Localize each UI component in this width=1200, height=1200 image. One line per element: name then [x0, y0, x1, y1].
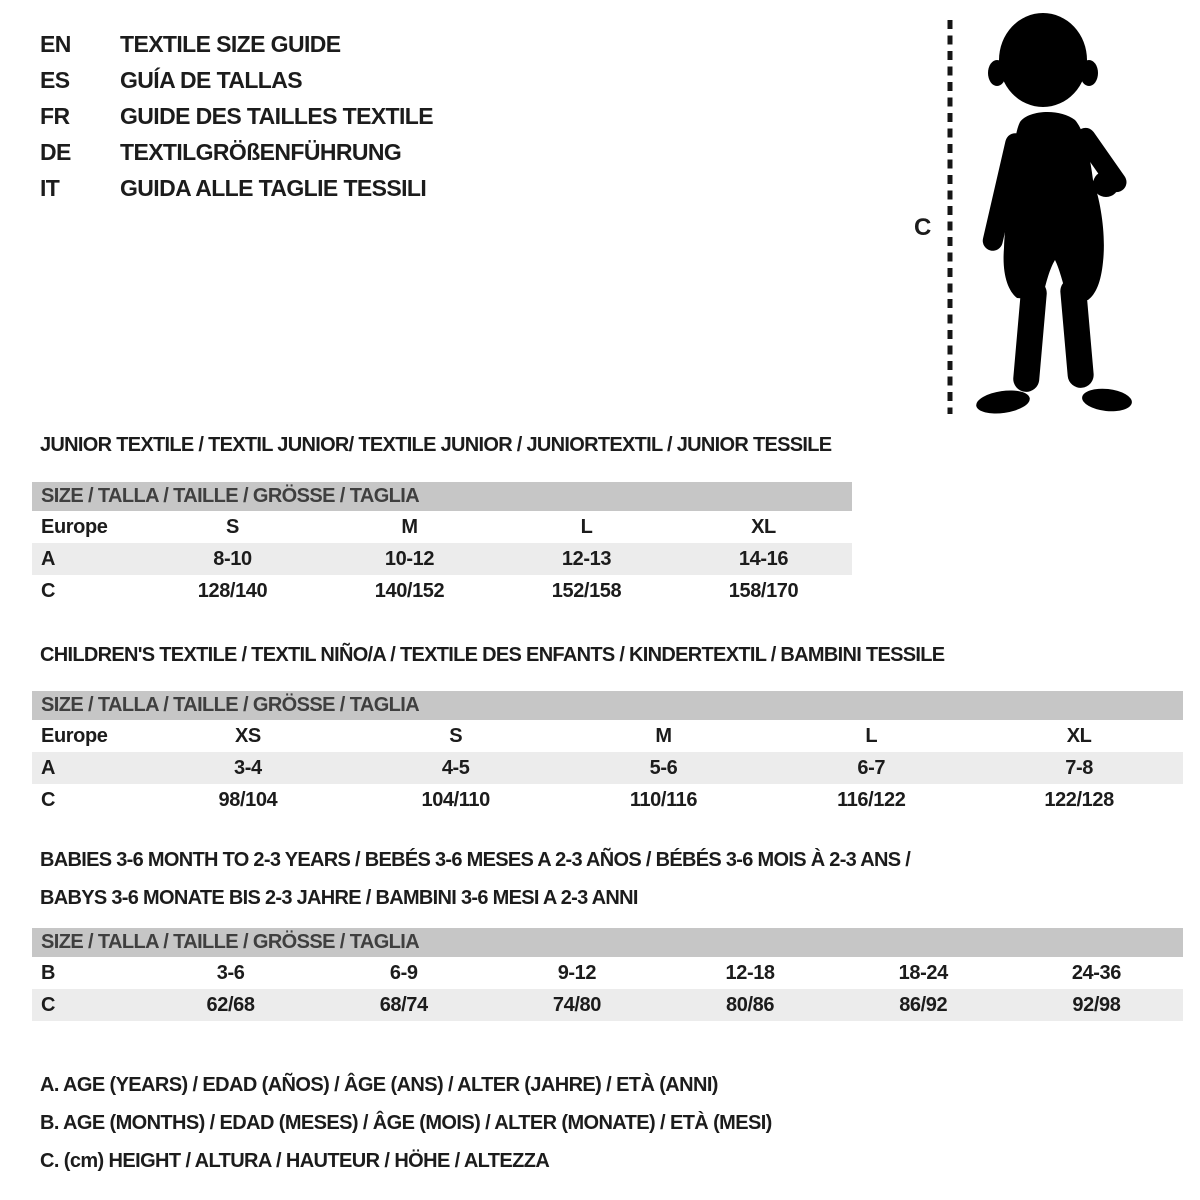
size-cell: XL: [751, 515, 776, 538]
language-row-it: [40, 170, 433, 206]
language-code: ES: [40, 66, 70, 93]
language-row-fr: [40, 98, 433, 134]
table-row-europe: [32, 511, 852, 543]
months-cell: 6-9: [389, 961, 418, 984]
language-code: FR: [40, 102, 70, 129]
guide-title-en: TEXTILE SIZE GUIDE: [120, 30, 341, 57]
guide-title-fr: GUIDE DES TAILLES TEXTILE: [120, 102, 433, 129]
height-cell: 158/170: [728, 579, 799, 602]
height-cell: 122/128: [1044, 788, 1114, 811]
height-cell: 68/74: [379, 993, 428, 1016]
age-cell: 12-13: [561, 547, 612, 570]
guide-title-es: GUÍA DE TALLAS: [120, 66, 302, 93]
months-cell: 24-36: [1071, 961, 1121, 984]
table-row-europe: [32, 720, 1183, 752]
children-size-table: [32, 691, 1183, 816]
months-cell: 12-18: [725, 961, 775, 984]
height-cell: 152/158: [551, 579, 622, 602]
size-cell: S: [226, 515, 239, 538]
age-cell: 4-5: [441, 756, 470, 779]
months-cell: 9-12: [557, 961, 597, 984]
size-header-label: SIZE / TALLA / TAILLE / GRÖSSE / TAGLIA: [41, 485, 420, 507]
height-cell: 98/104: [218, 788, 278, 811]
age-cell: 5-6: [649, 756, 678, 779]
size-header-label: SIZE / TALLA / TAILLE / GRÖSSE / TAGLIA: [41, 931, 420, 953]
guide-title-it: GUIDA ALLE TAGLIE TESSILI: [120, 174, 427, 201]
row-label: Europe: [41, 724, 108, 747]
height-cell: 92/98: [1072, 993, 1121, 1016]
height-cell: 128/140: [197, 579, 268, 602]
height-cell: 80/86: [726, 993, 775, 1016]
size-header-bar: [32, 691, 1183, 720]
babies-size-table: [32, 928, 1183, 1021]
age-cell: 8-10: [213, 547, 252, 570]
height-cell: 74/80: [552, 993, 601, 1016]
row-label: B: [41, 961, 56, 984]
table-row-height: [32, 989, 1183, 1021]
babies-section-title: [40, 841, 910, 917]
language-row-de: [40, 134, 433, 170]
months-cell: 18-24: [898, 961, 948, 984]
legend-line-a: A. AGE (YEARS) / EDAD (AÑOS) / ÂGE (ANS) / ALTER (JAHRE) / ETÀ (ANNI): [40, 1073, 718, 1096]
language-code: IT: [40, 174, 60, 201]
age-cell: 14-16: [738, 547, 789, 570]
table-row-months: [32, 957, 1183, 989]
language-code: EN: [40, 30, 71, 57]
height-cell: 104/110: [421, 788, 490, 811]
size-header-bar: [32, 928, 1183, 957]
row-label: A: [41, 756, 56, 779]
height-cell: 86/92: [899, 993, 948, 1016]
table-row-height: [32, 784, 1183, 816]
children-section-title: CHILDREN'S TEXTILE / TEXTIL NIÑO/A / TEXTILE DES ENFANTS / KINDERTEXTIL / BAMBINI TESSILE: [40, 644, 945, 666]
row-label: C: [41, 993, 56, 1016]
size-header-label: SIZE / TALLA / TAILLE / GRÖSSE / TAGLIA: [41, 694, 420, 716]
months-cell: 3-6: [216, 961, 245, 984]
size-cell: XL: [1066, 724, 1092, 747]
size-cell: L: [865, 724, 878, 747]
language-row-en: [40, 26, 433, 62]
language-row-es: [40, 62, 433, 98]
language-code: DE: [40, 138, 71, 165]
baby-silhouette-icon: [975, 13, 1133, 417]
size-cell: M: [655, 724, 672, 747]
height-cell: 140/152: [374, 579, 445, 602]
table-row-age: [32, 543, 852, 575]
babies-title-line1: BABIES 3-6 MONTH TO 2-3 YEARS / BEBÉS 3-6 MESES A 2-3 AÑOS / BÉBÉS 3-6 MOIS À 2-3 ANS /: [40, 848, 911, 871]
row-label: C: [41, 579, 56, 602]
table-row-height: [32, 575, 852, 607]
age-cell: 3-4: [234, 756, 262, 779]
language-title-list: [40, 26, 433, 206]
age-cell: 10-12: [384, 547, 435, 570]
babies-title-line2: BABYS 3-6 MONATE BIS 2-3 JAHRE / BAMBINI 3-6 MESI A 2-3 ANNI: [40, 886, 638, 909]
size-cell: XS: [234, 724, 261, 747]
height-cell: 110/116: [629, 788, 698, 811]
row-label: C: [41, 788, 56, 811]
size-cell: S: [449, 724, 463, 747]
junior-size-table: [32, 482, 852, 607]
size-header-bar: [32, 482, 852, 511]
size-cell: L: [580, 515, 593, 538]
baby-silhouette-figure: [900, 10, 1160, 422]
row-label: A: [41, 547, 56, 570]
table-row-age: [32, 752, 1183, 784]
height-measure-label: C: [914, 214, 932, 241]
legend: [40, 1066, 772, 1180]
guide-title-de: TEXTILGRÖßENFÜHRUNG: [120, 138, 402, 165]
size-cell: M: [401, 515, 418, 538]
legend-line-c: C. (cm) HEIGHT / ALTURA / HAUTEUR / HÖHE / ALTEZZA: [40, 1149, 550, 1172]
row-label: Europe: [41, 515, 108, 538]
age-cell: 6-7: [857, 756, 886, 779]
height-cell: 116/122: [837, 788, 906, 811]
legend-line-b: B. AGE (MONTHS) / EDAD (MESES) / ÂGE (MOIS) / ALTER (MONATE) / ETÀ (MESI): [40, 1111, 772, 1134]
junior-section-title: JUNIOR TEXTILE / TEXTIL JUNIOR/ TEXTILE JUNIOR / JUNIORTEXTIL / JUNIOR TESSILE: [40, 434, 832, 456]
age-cell: 7-8: [1065, 756, 1093, 779]
height-cell: 62/68: [206, 993, 255, 1016]
